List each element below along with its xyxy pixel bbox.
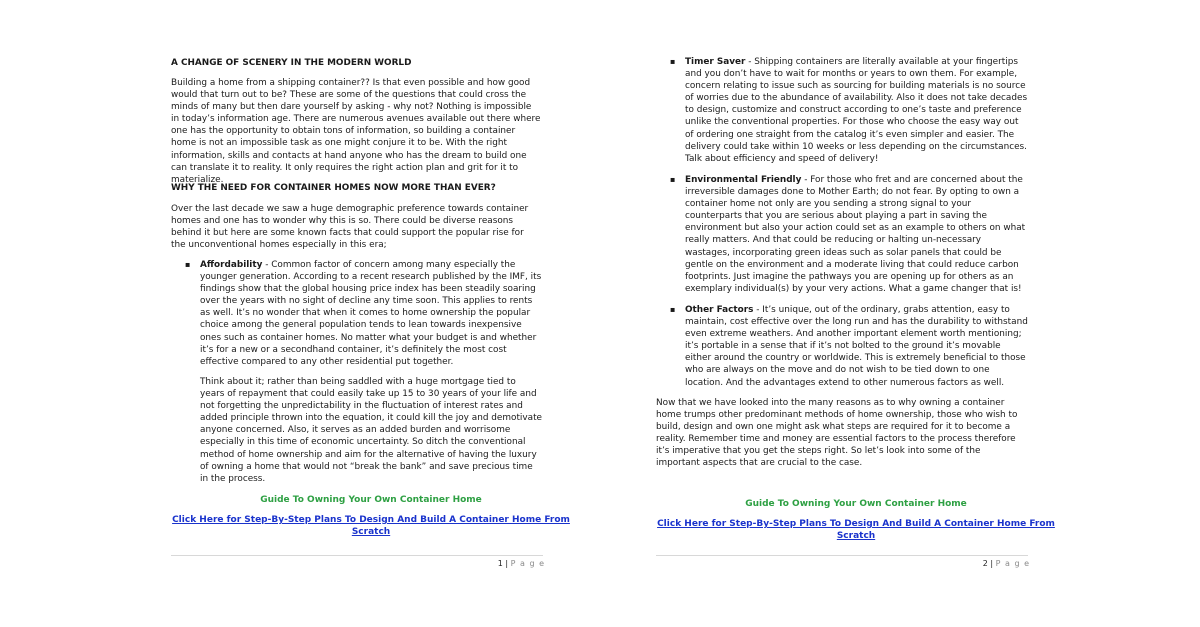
guide-heading: Guide To Owning Your Own Container Home bbox=[745, 499, 967, 509]
bullet-body: - For those who fret and are concerned about the irreversible damages done to Mother Earth; do not fear. By opting to own a container home not only are you sending a strong signal to your counterparts that you are serious about playing a part in saving the environment but also your action could set as an example to others on what really matters. And that could be reducing or halting un-necessary wastages, incorporating green ideas such as solar panels that could be gentle on the environment and a moderate living that could reduce carbon footprints. Just imagine the pathways you are opening up for others as an exemplary individual(s) by your very actions. What a game changer that is! bbox=[685, 175, 1026, 294]
guide-heading: Guide To Owning Your Own Container Home bbox=[260, 495, 482, 505]
footer-divider bbox=[656, 555, 1028, 556]
page-footer bbox=[498, 558, 545, 570]
footer-separator: | bbox=[990, 559, 994, 568]
bullet-label: Affordability bbox=[200, 260, 263, 270]
footer-divider bbox=[171, 555, 543, 556]
bullet-text bbox=[685, 174, 1028, 295]
bullet-body: - Common factor of concern among many especially the younger generation. According to a recent research published by the IMF, its findings show that the global housing price index has been steadily soaring over the years with no sight of decline any time soon. This applies to rents as well. It’s no wonder that when it comes to home ownership the popular choice among the general population tends to lean towards inexpensive ones such as container homes. No matter what your budget is and whether it’s for a new or a secondhand container, it’s definitely the most cost effective compared to any other residential put together. bbox=[200, 260, 542, 367]
think-paragraph: Think about it; rather than being saddled with a huge mortgage tied to years of repayment that could easily take up 15 to 30 years of your life and not forgetting the unpredictability in the fluctuation of interest rates and added principle thrown into the equation, it could kill the joy and demotivate anyone concerned. Also, it serves as an added burden and worrisome especially in this time of economic uncertainty. So ditch the conventional method of home ownership and aim for the alternative of having the luxury of owning a home that would not “break the bank” and save precious time in the process. bbox=[200, 377, 543, 484]
why-paragraph: Over the last decade we saw a huge demographic preference towards container homes and one has to wonder why this is so. There could be diverse reasons behind it but here are some known facts that could support the popular rise for the unconventional homes especially in this era; bbox=[171, 204, 529, 251]
bullet-body: - Shipping containers are literally available at your fingertips and you don’t have to wait for months or years to own them. For example, concern relating to issue such as sourcing for building materials is no source of worries due to the abundance of availability. Also it does not take decades to design, customize and construct according to one’s taste and preference unlike the conventional properties. For those who choose the easy way out of ordering one straight from the catalog it’s even simpler and easier. The delivery could take within 10 weeks or less depending on the circumstances. Talk about efficiency and speed of delivery! bbox=[685, 57, 1028, 164]
bullet-text bbox=[685, 304, 1028, 389]
cta-link[interactable]: Click Here for Step-By-Step Plans To Design And Build A Container Home From Scratch bbox=[657, 519, 1055, 541]
footer-separator: | bbox=[505, 559, 509, 568]
bullet-environmental bbox=[656, 174, 1028, 295]
intro-paragraph: Building a home from a shipping container?? Is that even possible and how good would that turn out to be? These are some of the questions that could cross the minds of many but then dare yourself by asking - why not? Nothing is impossible in today’s information age. There are numerous avenues available out there where one has the opportunity to obtain tons of information, so building a container home is not an impossible task as one might conjure it to be. With the right information, skills and contacts at hand anyone who has the dream to build one can translate it to reality. It only requires the right action plan and grit for it to materialize. bbox=[171, 78, 541, 185]
closing-paragraph: Now that we have looked into the many reasons as to why owning a container home trumps other predominant methods of home ownership, those who wish to build, design and own one might ask what steps are required for it to become a reality. Remember time and money are essential factors to the process therefore it’s imperative that you get the steps right. So let’s look into some of the important aspects that are crucial to the case. bbox=[656, 398, 1018, 469]
bullet-marker: ▪ bbox=[670, 175, 676, 184]
bullet-other-factors bbox=[656, 304, 1028, 389]
bullet-label: Environmental Friendly bbox=[685, 175, 802, 185]
bullet-text bbox=[685, 56, 1028, 165]
bullet-timer-saver bbox=[656, 56, 1028, 165]
page-number: 2 bbox=[982, 559, 988, 568]
bullet-body: - It’s unique, out of the ordinary, grabs attention, easy to maintain, cost effective over the long run and has the durability to withstand even extreme weathers. And another important element worth mentioning; it’s portable in a sense that if it’s not bolted to the ground it’s movable either around the country or worldwide. This is extremely beneficial to those who are always on the move and do not wish to be tied down to one location. And the advantages extend to other numerous factors as well. bbox=[685, 305, 1028, 388]
bullet-label: Other Factors bbox=[685, 305, 754, 315]
bullet-marker: ▪ bbox=[670, 305, 676, 314]
page-footer bbox=[983, 558, 1030, 570]
bullet-text bbox=[200, 259, 543, 368]
bullet-label: Timer Saver bbox=[685, 57, 746, 67]
bullet-marker: ▪ bbox=[670, 57, 676, 66]
cta-link[interactable]: Click Here for Step-By-Step Plans To Design And Build A Container Home From Scratch bbox=[172, 515, 570, 537]
bullet-affordability bbox=[171, 259, 543, 368]
bullet-marker: ▪ bbox=[185, 260, 191, 269]
page-number: 1 bbox=[497, 559, 503, 568]
section-heading-why: WHY THE NEED FOR CONTAINER HOMES NOW MORE THAN EVER? bbox=[171, 183, 496, 193]
page-word: P a g e bbox=[510, 559, 545, 568]
page-title: A CHANGE OF SCENERY IN THE MODERN WORLD bbox=[171, 58, 412, 68]
page-word: P a g e bbox=[995, 559, 1030, 568]
